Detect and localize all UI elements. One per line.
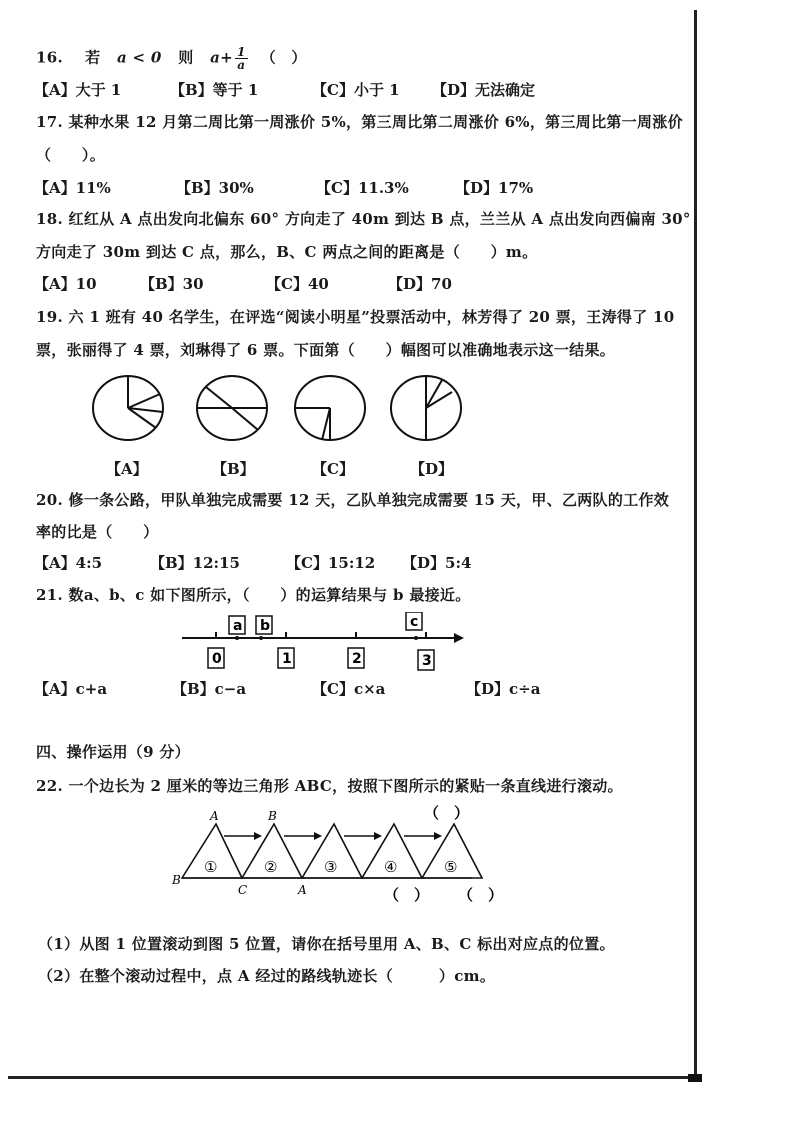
vertex-b-left: B bbox=[172, 873, 181, 887]
page-border-right bbox=[694, 10, 697, 1078]
tick-1: 1 bbox=[282, 651, 292, 667]
q18-option-b: 【B】30 bbox=[140, 275, 204, 293]
page-corner bbox=[688, 1074, 702, 1082]
q21-line-1: 21. 数a、b、c 如下图所示，（ ）的运算结果与 b 最接近。 bbox=[36, 586, 471, 604]
q16-option-a: 【A】大于 1 bbox=[34, 81, 122, 99]
vertex-c-bottom: C bbox=[238, 883, 248, 897]
q18-line-1: 18. 红红从 A 点出发向北偏东 60° 方向走了 40m 到达 B 点，兰兰从 A 点出发向西偏南 30° bbox=[36, 210, 691, 228]
q21-option-b: 【B】c−a bbox=[172, 680, 247, 698]
pie-chart-c bbox=[290, 372, 374, 442]
q16-frac-num: 1 bbox=[237, 45, 246, 59]
vertex-a-bottom: A bbox=[298, 883, 307, 897]
q22-sub-2: （2）在整个滚动过程中，点 A 经过的路线轨迹长（ ）cm。 bbox=[38, 967, 496, 985]
pie-label-a: 【A】 bbox=[106, 460, 148, 478]
q16-then: 则 bbox=[178, 48, 194, 67]
rolling-triangle-diagram bbox=[168, 800, 508, 908]
q17-option-c: 【C】11.3% bbox=[316, 179, 409, 197]
q17-line-1: 17. 某种水果 12 月第二周比第一周涨价 5%，第三周比第二周涨价 6%，第三周比第一周涨价 bbox=[36, 113, 683, 131]
question-16 bbox=[36, 46, 307, 71]
q16-if: 若 bbox=[85, 48, 101, 67]
triangle-5-label: ⑤ bbox=[444, 858, 458, 876]
mark-a: a bbox=[233, 618, 243, 634]
number-line-arrow bbox=[454, 633, 464, 643]
blank-bottom-right-vertex: （ ） bbox=[458, 886, 504, 904]
blank-bottom-left-vertex: （ ） bbox=[384, 886, 430, 904]
q19-line-1: 19. 六 1 班有 40 名学生，在评选“阅读小明星”投票活动中，林芳得了 20 票，王涛得了 10 bbox=[36, 308, 675, 326]
section-4-title: 四、操作运用（9 分） bbox=[36, 743, 190, 761]
triangle-1-label: ① bbox=[204, 858, 218, 876]
q20-option-a: 【A】4:5 bbox=[34, 554, 103, 572]
tick-2: 2 bbox=[352, 651, 362, 667]
q19-line-2: 票，张丽得了 4 票，刘琳得了 6 票。下面第（ ）幅图可以准确地表示这一结果。 bbox=[36, 341, 616, 359]
q18-option-d: 【D】70 bbox=[388, 275, 452, 293]
q17-option-b: 【B】30% bbox=[176, 179, 254, 197]
q16-expression: a+ bbox=[210, 48, 234, 67]
q18-option-c: 【C】40 bbox=[266, 275, 329, 293]
number-line bbox=[178, 612, 468, 676]
q18-option-a: 【A】10 bbox=[34, 275, 97, 293]
q20-option-b: 【B】12:15 bbox=[150, 554, 240, 572]
q18-line-2: 方向走了 30m 到达 C 点，那么，B、C 两点之间的距离是（ ）m。 bbox=[36, 243, 538, 261]
q20-line-2: 率的比是（ ） bbox=[36, 523, 159, 541]
triangle-2-label: ② bbox=[264, 858, 278, 876]
q17-line-2: （ ）。 bbox=[36, 146, 106, 164]
blank-top-vertex: （ ） bbox=[424, 804, 470, 822]
q16-option-c: 【C】小于 1 bbox=[312, 81, 400, 99]
q22-sub-1: （1）从图 1 位置滚动到图 5 位置，请你在括号里用 A、B、C 标出对应点的位置。 bbox=[38, 935, 615, 953]
pie-chart-d bbox=[386, 372, 470, 442]
q16-frac-den: a bbox=[237, 58, 246, 72]
vertex-b-top: B bbox=[268, 809, 277, 823]
q21-option-c: 【C】c×a bbox=[312, 680, 386, 698]
mark-c: c bbox=[410, 614, 419, 630]
q20-option-c: 【C】15:12 bbox=[286, 554, 376, 572]
vertex-a-top: A bbox=[210, 809, 219, 823]
q17-option-a: 【A】11% bbox=[34, 179, 111, 197]
q16-number: 16. bbox=[36, 48, 63, 67]
tick-0: 0 bbox=[212, 651, 222, 667]
triangle-4-label: ④ bbox=[384, 858, 398, 876]
q21-option-d: 【D】c÷a bbox=[466, 680, 541, 698]
pie-chart-a bbox=[88, 372, 172, 442]
pie-label-b: 【B】 bbox=[212, 460, 255, 478]
q20-option-d: 【D】5:4 bbox=[402, 554, 472, 572]
q20-line-1: 20. 修一条公路，甲队单独完成需要 12 天，乙队单独完成需要 15 天，甲、乙两队的工作效 bbox=[36, 491, 670, 509]
q16-blank: （ ） bbox=[260, 48, 307, 67]
q17-option-d: 【D】17% bbox=[455, 179, 534, 197]
page-border-bottom bbox=[8, 1076, 698, 1079]
q16-option-b: 【B】等于 1 bbox=[170, 81, 259, 99]
triangle-3-label: ③ bbox=[324, 858, 338, 876]
pie-label-d: 【D】 bbox=[410, 460, 454, 478]
pie-chart-b bbox=[192, 372, 276, 442]
pie-label-c: 【C】 bbox=[312, 460, 354, 478]
q21-option-a: 【A】c+a bbox=[34, 680, 108, 698]
tick-3: 3 bbox=[422, 653, 432, 669]
q16-condition: a < 0 bbox=[116, 48, 162, 67]
q22-line-1: 22. 一个边长为 2 厘米的等边三角形 ABC，按照下图所示的紧贴一条直线进行滚动。 bbox=[36, 777, 623, 795]
q16-fraction bbox=[235, 46, 248, 71]
q16-option-d: 【D】无法确定 bbox=[432, 81, 536, 99]
mark-b: b bbox=[260, 618, 271, 634]
